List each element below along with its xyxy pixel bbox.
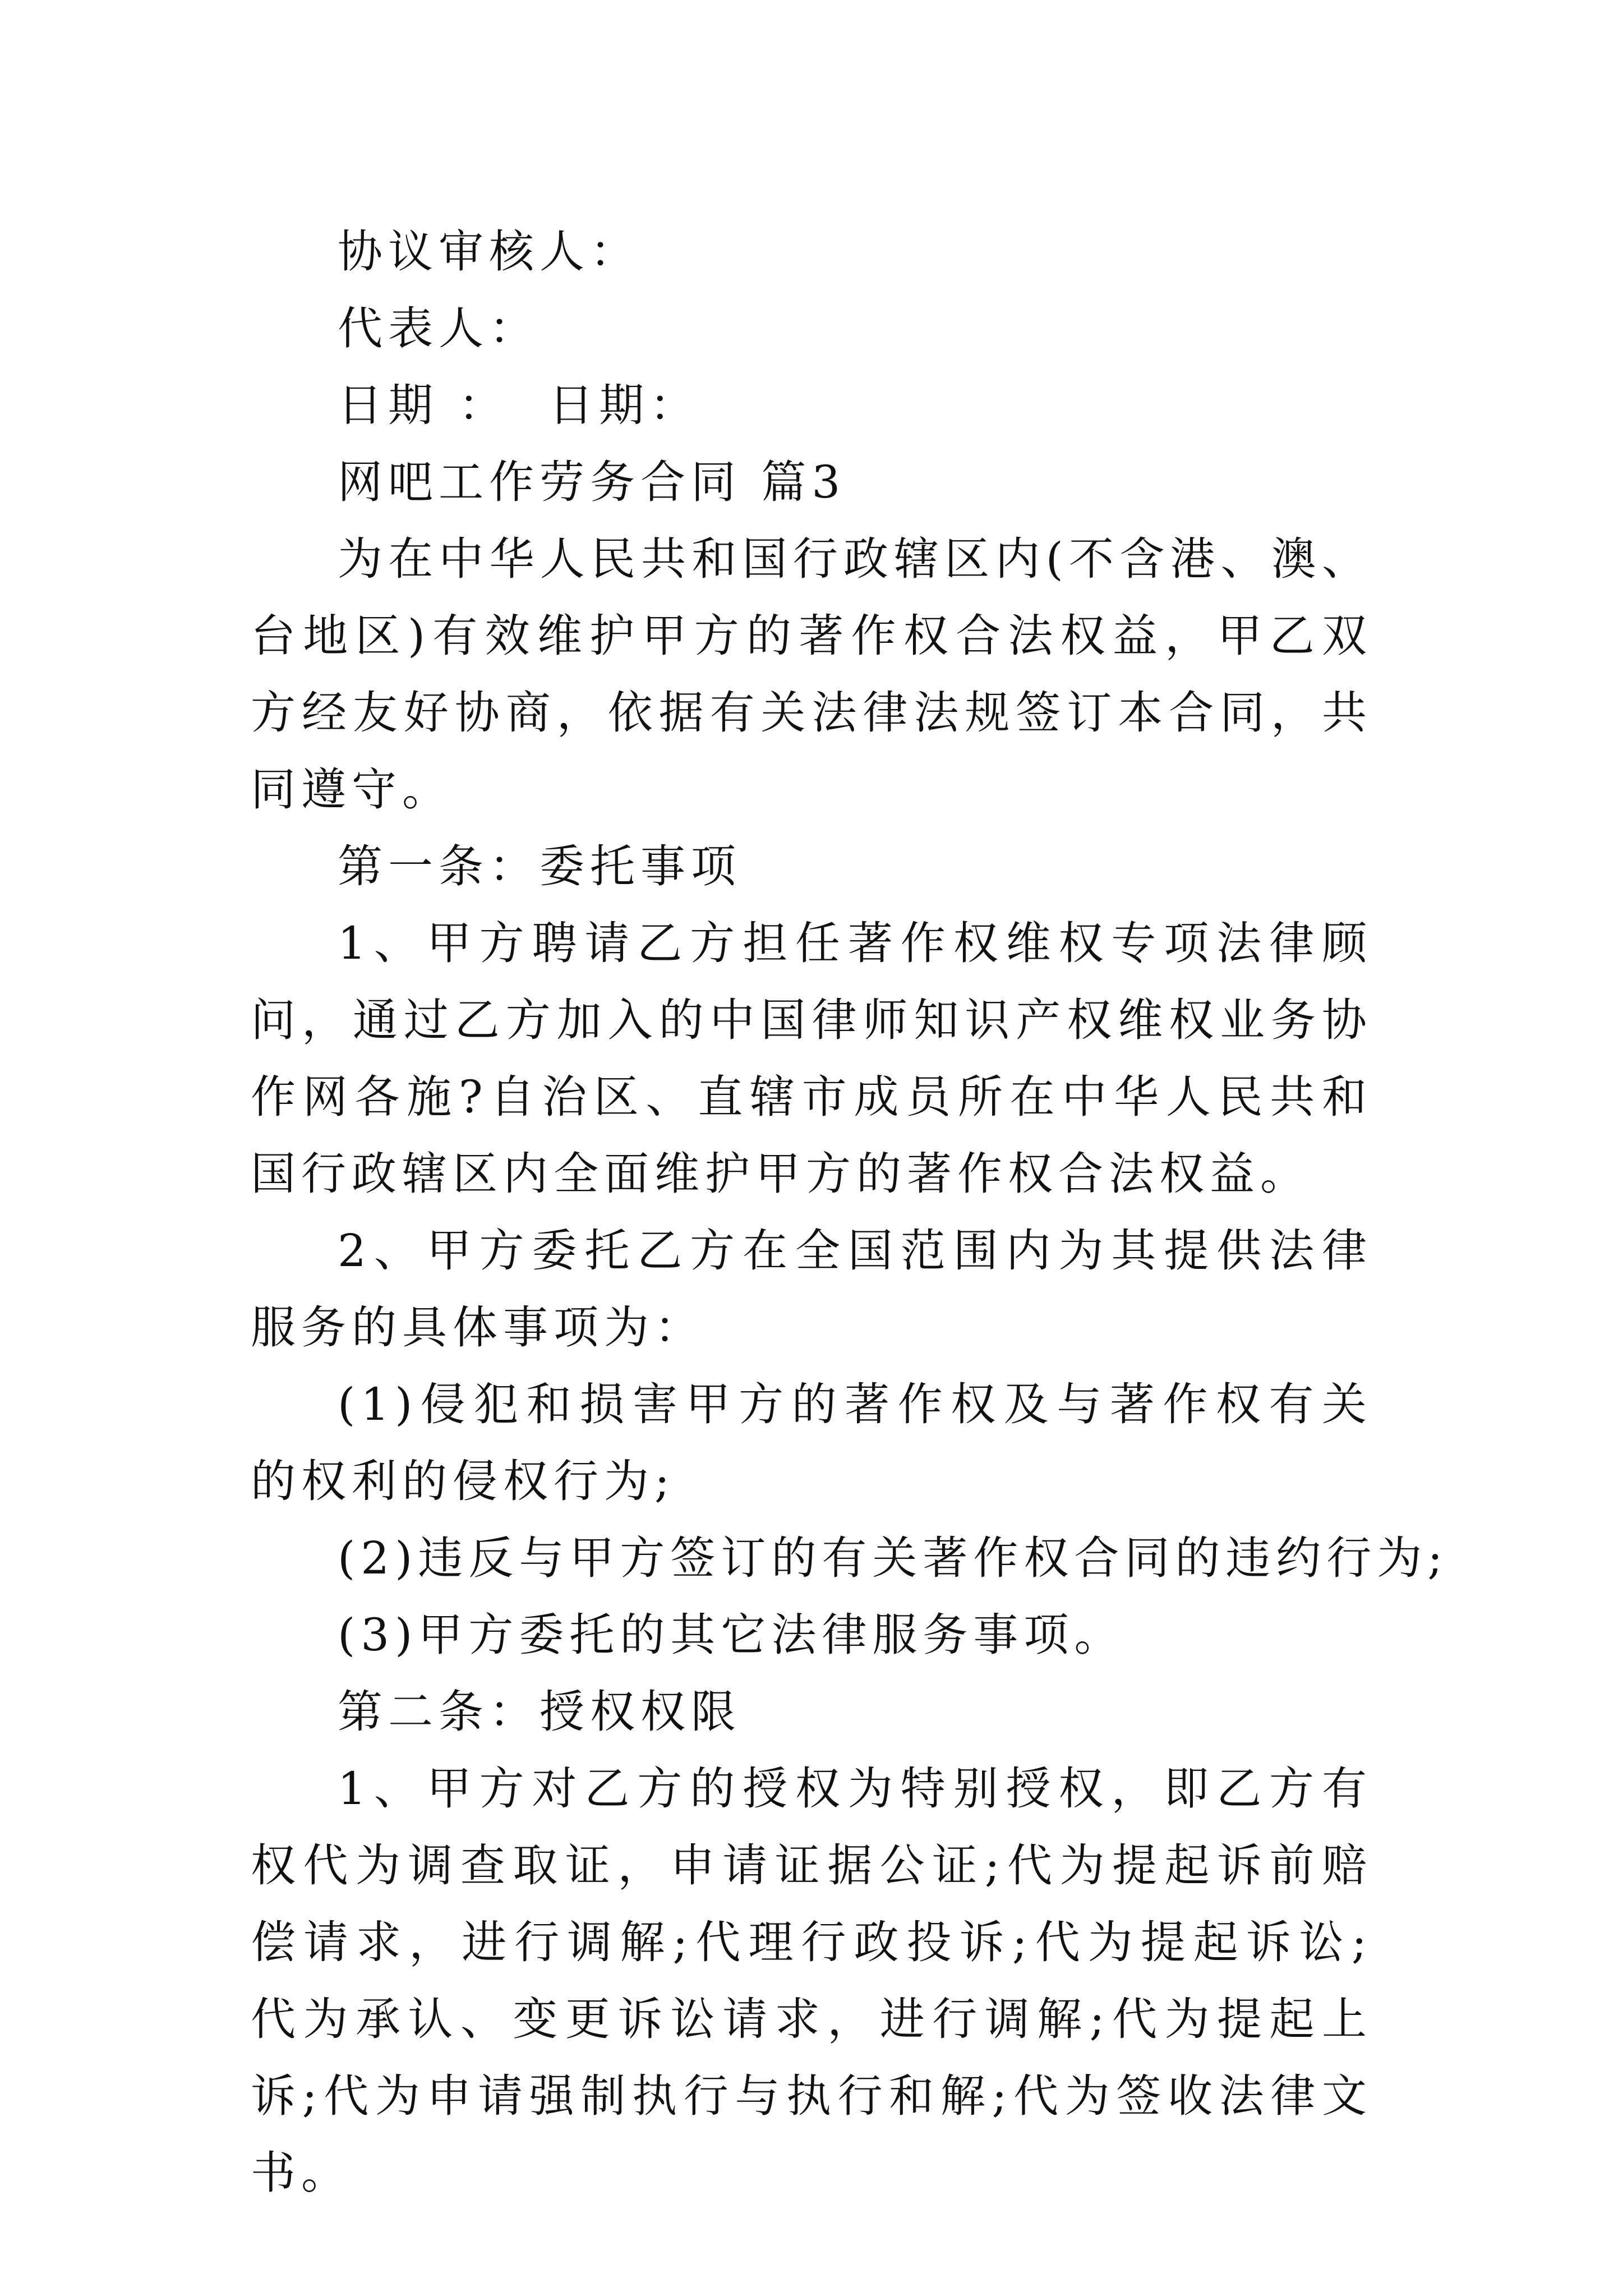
article-1-clause-2: 2、甲方委托乙方在全国范围内为其提供法律服务的具体事项为： bbox=[251, 1225, 1372, 1354]
article-1-item-2: (2)违反与甲方签订的有关著作权合同的违约行为; bbox=[338, 1532, 1449, 1584]
article-1-item-3: (3)甲方委托的其它法律服务事项。 bbox=[338, 1609, 1125, 1661]
representative-label: 代表人： bbox=[338, 302, 540, 355]
article-2-heading: 第二条：授权权限 bbox=[338, 1686, 741, 1738]
article-1-heading: 第一条：委托事项 bbox=[338, 840, 741, 892]
section-title: 网吧工作劳务合同 篇3 bbox=[338, 456, 846, 508]
date-label: 日期 ： 日期： bbox=[338, 379, 700, 431]
reviewer-label: 协议审核人： bbox=[338, 226, 640, 278]
document-body bbox=[251, 213, 1449, 2211]
article-1-clause-1: 1、甲方聘请乙方担任著作权维权专项法律顾问，通过乙方加入的中国律师知识产权维权业务协作网各施?自治区、直辖市成员所在中华人民共和国行政辖区内全面维护甲方的著作权合法权益。 bbox=[251, 917, 1372, 1200]
article-2-clause-1: 1、甲方对乙方的授权为特别授权，即乙方有权代为调查取证，申请证据公证;代为提起诉前赔偿请求，进行调解;代理行政投诉;代为提起诉讼;代为承认、变更诉讼请求，进行调解;代为提起上诉;代为申请强制执行与执行和解;代为签收法律文书。 bbox=[251, 1763, 1372, 2199]
intro-paragraph: 为在中华人民共和国行政辖区内(不含港、澳、台地区)有效维护甲方的著作权合法权益，甲乙双方经友好协商，依据有关法律法规签订本合同，共同遵守。 bbox=[251, 533, 1372, 816]
article-1-item-1: (1)侵犯和损害甲方的著作权及与著作权有关的权利的侵权行为; bbox=[251, 1378, 1372, 1507]
